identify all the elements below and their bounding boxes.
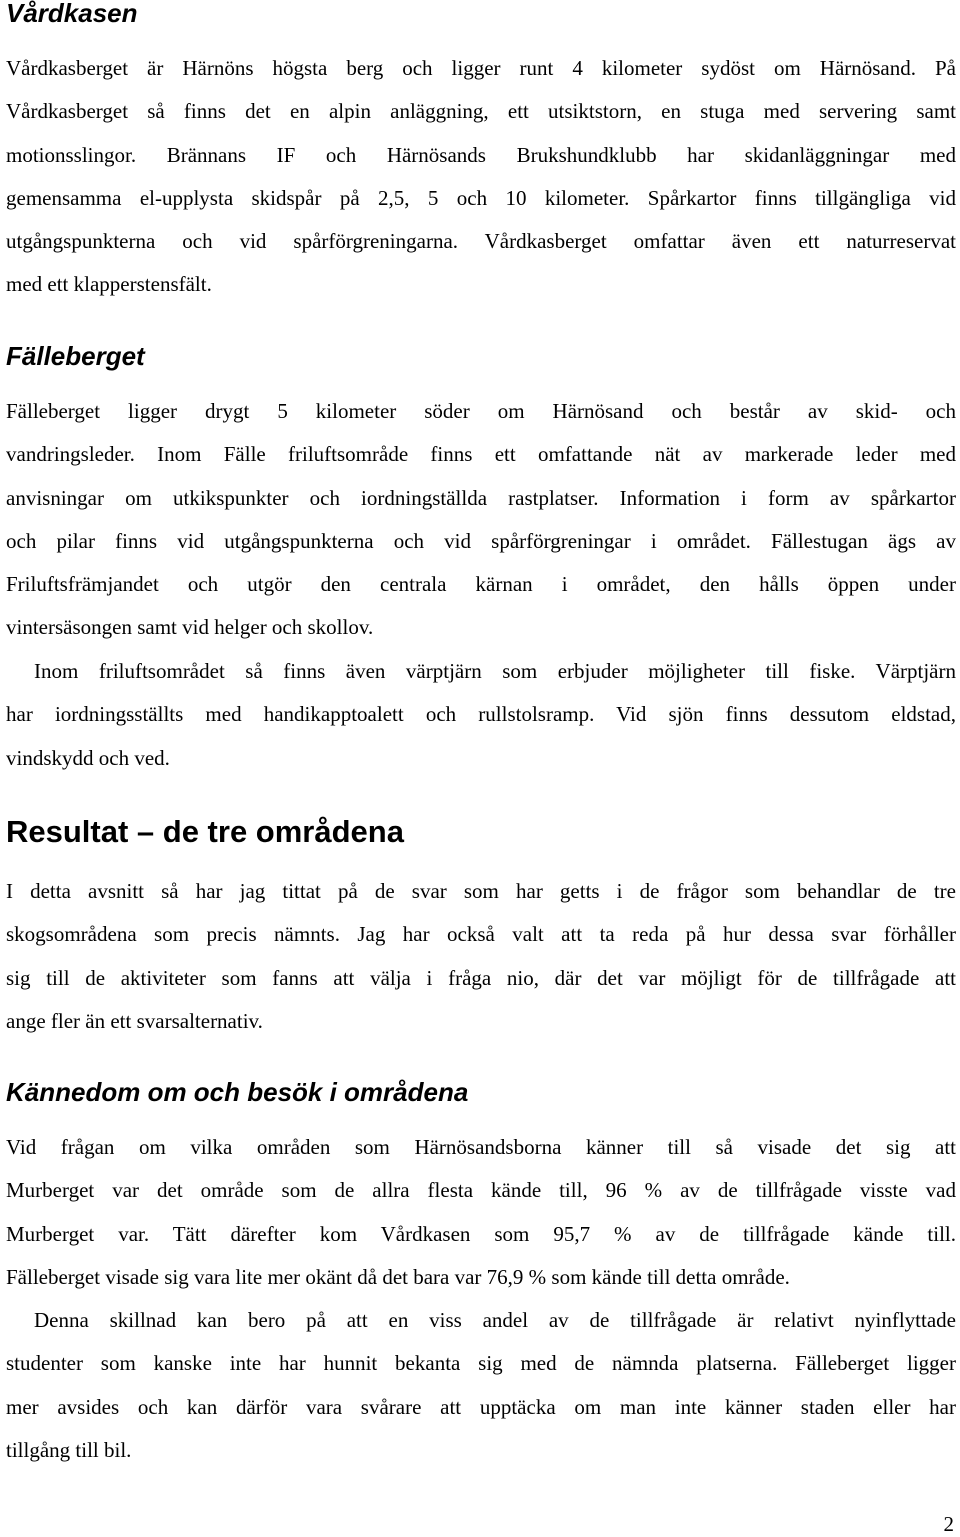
text-line: utgångspunkterna och vid spårförgreningarna. Vårdkasberget omfattar även ett naturreservat [6, 229, 956, 254]
text-line: mer avsides och kan därför vara svårare att upptäcka om man inte känner staden eller har [6, 1394, 956, 1419]
text-line: Vårdkasberget så finns det en alpin anläggning, ett utsiktstorn, en stuga med servering samt [6, 99, 956, 124]
section-heading-resultat: Resultat – de tre områdena [6, 814, 404, 849]
text-line: gemensamma el-upplysta skidspår på 2,5, 5 och 10 kilometer. Spårkartor finns tillgängliga vid [6, 185, 956, 210]
text-line: Inom friluftsområdet så finns även värptjärn som erbjuder möjligheter till fiske. Värptjärn [34, 659, 956, 683]
text-line: vindskydd och ved. [6, 745, 170, 770]
paragraph-kannedom-1 [6, 1126, 956, 1299]
text-line: I detta avsnitt så har jag tittat på de svar som har getts i de frågor som behandlar de tre [6, 879, 956, 903]
paragraph-falleberget-1 [6, 390, 956, 650]
text-line: sig till de aktiviteter som fanns att välja i fråga nio, där det var möjligt för de tillfrågade att [6, 965, 956, 990]
paragraph-resultat [6, 870, 956, 1043]
text-line: vandringsleder. Inom Fälle friluftsområde finns ett omfattande nät av markerade leder med [6, 442, 956, 467]
text-line: har iordningsställts med handikapptoalett och rullstolsramp. Vid sjön finns dessutom eldstad, [6, 702, 956, 727]
text-line: Denna skillnad kan bero på att en viss andel av de tillfrågade är relativt nyinflyttade [34, 1308, 956, 1332]
section-heading-kannedom: Kännedom om och besök i områdena [6, 1077, 469, 1107]
text-line: med ett klapperstensfält. [6, 272, 212, 297]
paragraph-vardkasen [6, 47, 956, 307]
text-line: studenter som kanske inte har hunnit bekanta sig med de nämnda platserna. Fälleberget ligger [6, 1351, 956, 1376]
text-line: vintersäsongen samt vid helger och skollov. [6, 615, 374, 640]
section-heading-falleberget: Fälleberget [6, 341, 145, 371]
text-line: Vårdkasberget är Härnöns högsta berg och ligger runt 4 kilometer sydöst om Härnösand. På [6, 56, 956, 80]
text-line: skogsområdena som precis nämnts. Jag har också valt att ta reda på hur dessa svar förhåller [6, 922, 956, 947]
text-line: Vid frågan om vilka områden som Härnösandsborna känner till så visade det sig att [6, 1135, 956, 1159]
text-line: Murberget var. Tätt därefter kom Vårdkasen som 95,7 % av de tillfrågade kände till. [6, 1221, 956, 1246]
text-line: ange fler än ett svarsalternativ. [6, 1008, 263, 1033]
paragraph-falleberget-2 [6, 650, 956, 780]
page-number: 2 [943, 1512, 954, 1536]
text-line: Fälleberget ligger drygt 5 kilometer söder om Härnösand och består av skid- och [6, 399, 956, 423]
section-heading-vardkasen: Vårdkasen [6, 0, 138, 28]
paragraph-kannedom-2 [6, 1299, 956, 1472]
text-line: Fälleberget visade sig vara lite mer okänt då det bara var 76,9 % som kände till detta område. [6, 1264, 790, 1289]
text-line: motionsslingor. Brännans IF och Härnösands Brukshundklubb har skidanläggningar med [6, 142, 956, 167]
text-line: Murberget var det område som de allra flesta kände till, 96 % av de tillfrågade visste vad [6, 1178, 956, 1203]
text-line: tillgång till bil. [6, 1437, 132, 1462]
text-line: anvisningar om utkikspunkter och iordningställda rastplatser. Information i form av spårkartor [6, 485, 956, 510]
text-line: Friluftsfrämjandet och utgör den centrala kärnan i området, den hålls öppen under [6, 572, 956, 597]
text-line: och pilar finns vid utgångspunkterna och vid spårförgreningar i området. Fällestugan ägs av [6, 528, 956, 553]
